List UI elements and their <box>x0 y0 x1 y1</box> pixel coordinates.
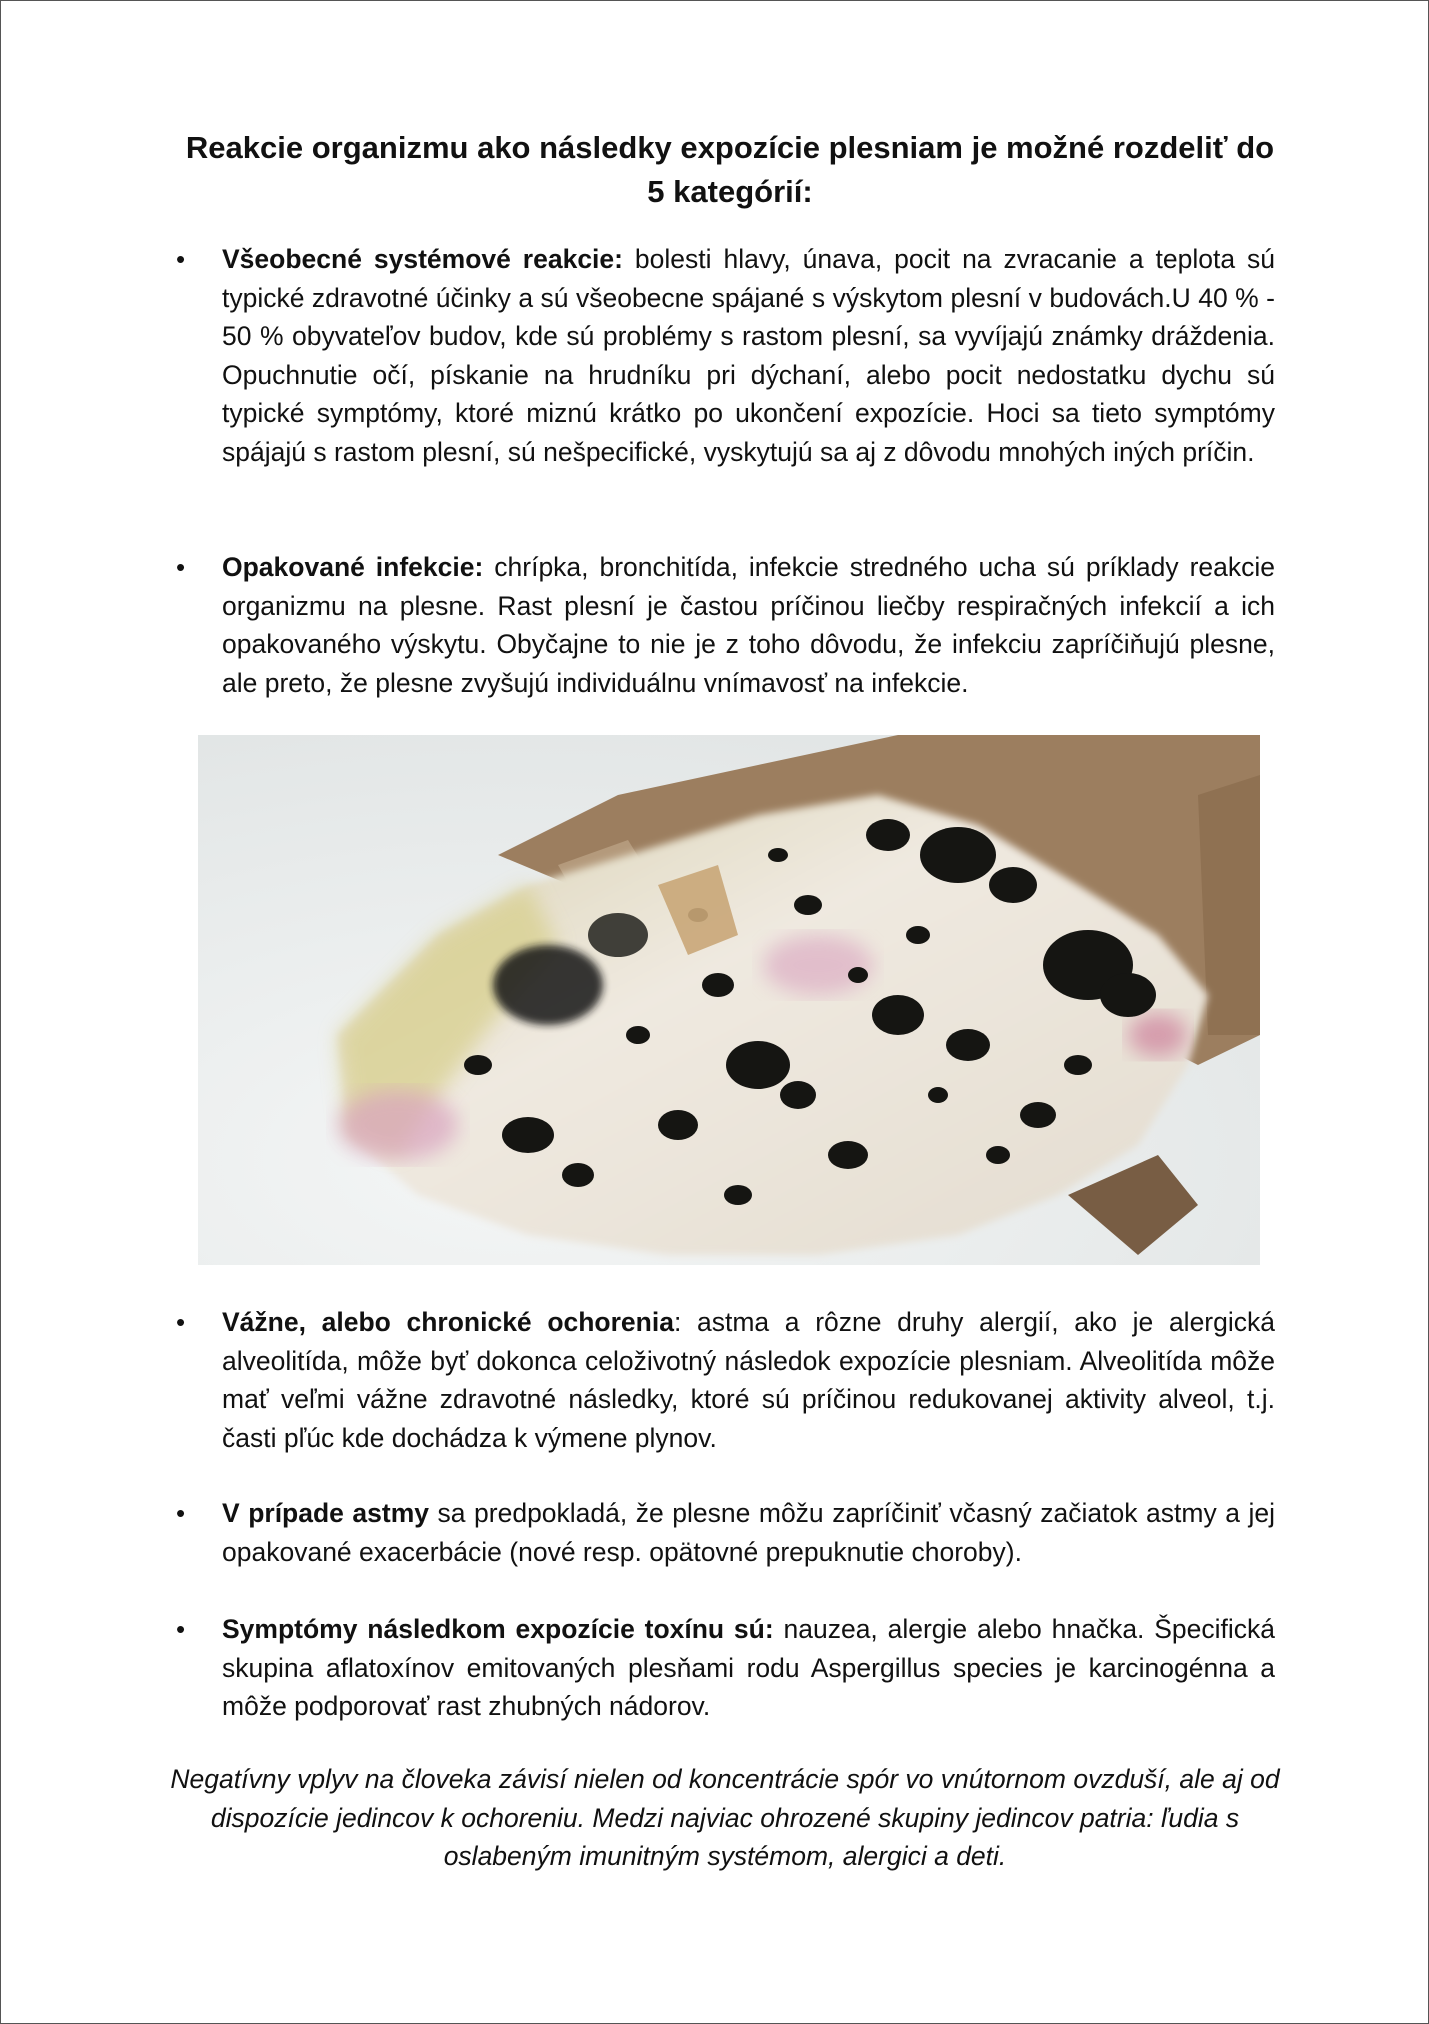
bullet-term: V prípade astmy <box>222 1498 430 1528</box>
bullet-text: sa predpokladá, že plesne môžu zapríčiniť včasný začiatok astmy a jej opakované exacerbácie (nové resp. opätovné prepuknutie choroby). <box>222 1498 1275 1567</box>
bullet-text: bolesti hlavy, únava, pocit na zvracanie a teplota sú typické zdravotné účinky a sú všeobecne spájané s výskytom plesní v budovách.U 40 % - 50 % obyvateľov budov, kde sú problémy s rastom plesní, sa vyvíjajú známky dráždenia. Opuchnutie očí, pískanie na hrudníku pri dýchaní, alebo pocit nedostatku dychu sú typické symptómy, ktoré miznú krátko po ukončení expozície. Hoci sa tieto symptómy spájajú s rastom plesní, sú nešpecifické, vyskytujú sa aj z dôvodu mnohých iných príčin. <box>222 244 1275 467</box>
bullet-icon: • <box>176 1307 186 1337</box>
bullet-text: chrípka, bronchitída, infekcie stredného ucha sú príklady reakcie organizmu na plesne. Rast plesní je častou príčinou liečby respiračných infekcií a ich opakovaného výskytu. Obyčajne to nie je z toho dôvodu, že infekciu zapríčiňujú plesne, ale preto, že plesne zvyšujú individuálnu vnímavosť na infekcie. <box>222 552 1275 698</box>
bullet-term: Opakované infekcie: <box>222 552 484 582</box>
document-title: Reakcie organizmu ako následky expozície plesniam je možné rozdeliť do 5 kategórií: <box>185 130 1275 209</box>
bullet-text: nauzea, alergie alebo hnačka. Špecifická skupina aflatoxínov emitovaných plesňami rodu Aspergillus species je karcinogénna a môže podporovať rast zhubných nádorov. <box>222 1614 1275 1721</box>
bullet-icon: • <box>176 244 186 274</box>
bullet-icon: • <box>176 1498 186 1528</box>
bullet-icon: • <box>176 1614 186 1644</box>
bullet-toxin-symptoms <box>176 1610 1275 1726</box>
bullet-systemic-reactions <box>176 240 1275 471</box>
mold-photo-icon <box>198 735 1260 1265</box>
bullet-icon: • <box>176 552 186 582</box>
bullet-asthma <box>176 1494 1275 1571</box>
bullet-term: Vážne, alebo chronické ochorenia <box>222 1307 674 1337</box>
bullet-term: Symptómy následkom expozície toxínu sú: <box>222 1614 774 1644</box>
bullet-text: : astma a rôzne druhy alergií, ako je alergická alveolitída, môže byť dokonca celoživotný následok expozície plesniam. Alveolitída môže mať veľmi vážne zdravotné následky, ktoré sú príčinou redukovanej aktivity alveol, t.j. časti pľúc kde dochádza k výmene plynov. <box>222 1307 1275 1453</box>
bullet-repeated-infections <box>176 548 1275 702</box>
bullet-chronic-diseases <box>176 1303 1275 1457</box>
mold-photo <box>198 735 1260 1265</box>
footer-note: Negatívny vplyv na človeka závisí nielen od koncentrácie spór vo vnútornom ovzduší, ale aj od dispozície jedincov k ochoreniu. Medzi najviac ohrozené skupiny jedincov patria: ľudia s oslabeným imunitným systémom, alergici a deti. <box>170 1764 1280 1871</box>
bullet-term: Všeobecné systémové reakcie: <box>222 244 623 274</box>
